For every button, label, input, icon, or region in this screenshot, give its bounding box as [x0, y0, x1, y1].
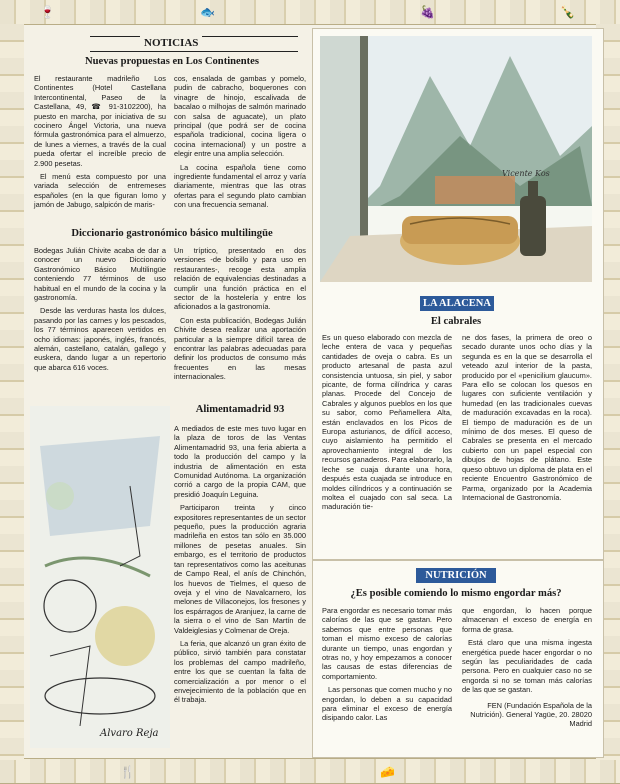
headline-cabrales: El cabrales — [430, 316, 482, 327]
grapes-icon: 🍇 — [420, 5, 435, 19]
paragraph: Con esta publicación, Bodegas Julián Chivite desea realizar una aportación particular a la siempre difícil tarea de encontrar las palabras adecuadas para definir los productos de consumo más frecuentes en las mesas internacionales. — [174, 315, 306, 382]
continentes-col-2 — [174, 74, 306, 214]
headline-diccionario: Diccionario gastronómico básico multilingüe — [71, 228, 273, 239]
paragraph: Bodegas Julián Chivite acaba de dar a conocer un nuevo Diccionario Gastronómico Básico Multilingüe conteniendo 77 términos de uso habitual en el mundo de la cocina y la gastronomía. — [34, 246, 166, 303]
wine-glass-icon: 🍷 — [40, 5, 55, 19]
illustration-caption: Vicente Kos — [502, 169, 550, 178]
nutricion-col-1 — [322, 606, 452, 727]
rubric-label: NOTICIAS — [140, 36, 202, 51]
headline-nutricion: ¿Es posible comiendo lo mismo engordar más? — [350, 588, 562, 599]
paragraph: El restaurante madrileño Los Continentes (Hotel Castellana Intercontinental, Paseo de la Castellana, 49, ☎ 91-3102200), ha puesto en marcha, por iniciativa de su cocinero Ángel Victoria, una nueva fórmula gastronómica para el almuerzo, de lunes a viernes, a través de la cual pueda ofertar el increíble precio de 2.900 pesetas. — [34, 74, 166, 168]
headline-alimentamadrid: Alimentamadrid 93 — [195, 404, 285, 415]
cheese-icon: 🧀 — [380, 765, 395, 779]
paragraph: La feria, que alcanzó un gran éxito de público, sirvió también para constatar los problemas del campo madrileño, entre los que se cuentan la falta de comercialización a por menor o el envejecimiento de la población que en él trabaja. — [174, 638, 306, 705]
sketch-signature: Alvaro Reja — [100, 728, 159, 739]
paragraph: ne dos fases, la primera de oreo o secado durante unos ocho días y la segunda es en la que se desarrolla el veteado azul interior de la pasta, producido por el «penicilium glaucum». Para ello se colocan los quesos en lugares con suficiente ventilación y humedad (en las tradicionales cuevas de maduración excavadas en la roca). El tiempo de maduración es de un mínimo de dos meses. El queso de Cabrales se presenta en el mercado cubierto con un papel especial con dibujos de hojas de plátano. Este queso obtuvo un diploma de plata en el reciente Encuentro Gastronómico de Parma, organizado por la Academia Internacional de Gastronomía. — [462, 333, 592, 502]
diccionario-col-1 — [34, 246, 166, 376]
paragraph: Un tríptico, presentado en dos versiones -de bolsillo y para uso en restaurantes-, recoge esta amplia relación de equivalencias destinadas a cumplir una función práctica en el sector de la hostelería y entre los aficionados a la gastronomía. — [174, 246, 306, 312]
cabrales-watercolor-illustration — [320, 36, 592, 282]
paragraph: El menú esta compuesto por una variada selección de entremeses españoles (en la que figuran lomo y jamón de Jabugo, salpicón de maris- — [34, 172, 166, 210]
paragraph: Las personas que comen mucho y no engordan, lo deben a su capacidad para eliminar el exceso de energía disipando calor. Las — [322, 685, 452, 723]
bottle-icon: 🍾 — [560, 5, 575, 19]
decorative-border-left — [0, 24, 24, 760]
paragraph: que engordan, lo hacen porque almacenan el exceso de energía en forma de grasa. — [462, 606, 592, 634]
paragraph: Está claro que una misma ingesta energética puede hacer engordar o no según las peculiaridades de cada persona. Pero en cualquier caso no se engorda si no se toman más calorías de las que se gastan. — [462, 638, 592, 695]
paragraph: Para engordar es necesario tomar más calorías de las que se gastan. Pero sabemos que entre personas que toman el mismo exceso de calorías durante un tiempo, unas engordan y otras no, y hoy empezamos a conocer las causas de estas diferencias de comportamiento. — [322, 606, 452, 681]
cabrales-col-2 — [462, 333, 592, 506]
nutricion-label: NUTRICIÓN — [416, 568, 496, 583]
nutricion-credit: FEN (Fundación Española de la Nutrición). General Yagüe, 20. 28020 Madrid — [470, 700, 592, 729]
paragraph: A mediados de este mes tuvo lugar en la plaza de toros de las Ventas Alimentamadrid 93, una feria abierta a todo la producción del campo y la industria de alimentación en esta Comunidad Autónoma. La organización corrió a cargo de la propia CAM, que presidió Joaquín Leguina. — [174, 424, 306, 499]
fish-icon: 🐟 — [200, 5, 215, 19]
alimentamadrid-body — [174, 424, 306, 709]
alacena-label: LA ALACENA — [420, 296, 494, 311]
kitchen-sketch-illustration — [30, 406, 170, 748]
paragraph: La cocina española tiene como ingrediente fundamental el arroz y varía diariamente, mientras que las otras ofertas para el segundo plato cambian con una frecuencia semanal. — [174, 162, 306, 210]
paragraph: cos, ensalada de gambas y pomelo, pudin de cabracho, boquerones con vinagre de hinojo, escalivada de bacalao o milhojas de salmón marinado con salsa de aguacate), un plato principal (que podrá ser de cocina española tradicional, cocina ligera o cocina internacional) y un postre a elegir entre una amplia selección. — [174, 74, 306, 159]
section-rubric — [90, 36, 298, 52]
fork-icon: 🍴 — [120, 765, 135, 779]
paragraph: Participaron treinta y cinco expositores representantes de un sector pequeño, pues la producción agraria madrileña en estos tan sólo en 35.000 millones de pesetas anuales. Sin embargo, es el territorio de productos tan representativos como las aceitunas de Campo Real, el anís de Chinchón, los huevos de Tielmes, el queso de oveja y el vino de Navalcarnero, los melones de Villaconejos, los fresones y los espárragos de Aranjuez, la carne de la sierra o el vino de San Martín de Valdeiglesias y Colmenar de Oreja. — [174, 503, 306, 635]
diccionario-col-2 — [174, 246, 306, 386]
decorative-border-top — [0, 0, 620, 25]
decorative-border-bottom — [0, 758, 620, 784]
continentes-col-1 — [34, 74, 166, 214]
cabrales-col-1 — [322, 333, 452, 516]
paragraph: Es un queso elaborado con mezcla de leche entera de vaca y pequeñas cantidades de oveja o cabra. Es un producto artesanal de pasta azul consistencia untuosa, sin piel, y sabor picante, de forma cilíndrica y caras planas. Procede del Concejo de Cabrales y algunos pueblos en los que su sabor, como Peñamellera Alta, están enclavados en los Picos de Europa asturianos, de difícil acceso, cuyo aislamiento ha permitido el aprovechamiento integral de los recursos ganaderos. Para elaborarlo, la leche se cuaja durante una hora, después esta cuajada se introduce en moldes cilíndricos y a continuación se moltea el cuajado con sal seca. La maduración tie- — [322, 333, 452, 512]
nutricion-col-2 — [462, 606, 592, 733]
paragraph: Desde las verduras hasta los dulces, pasando por las carnes y los pescados, los 77 términos aparecen vertidos en ocho idiomas: japonés, inglés, francés, alemán, castellano, catalán, gallego y euskera, dando lugar a un repertorio que abarca 616 voces. — [34, 306, 166, 372]
headline-continentes: Nuevas propuestas en Los Continentes — [84, 56, 260, 67]
